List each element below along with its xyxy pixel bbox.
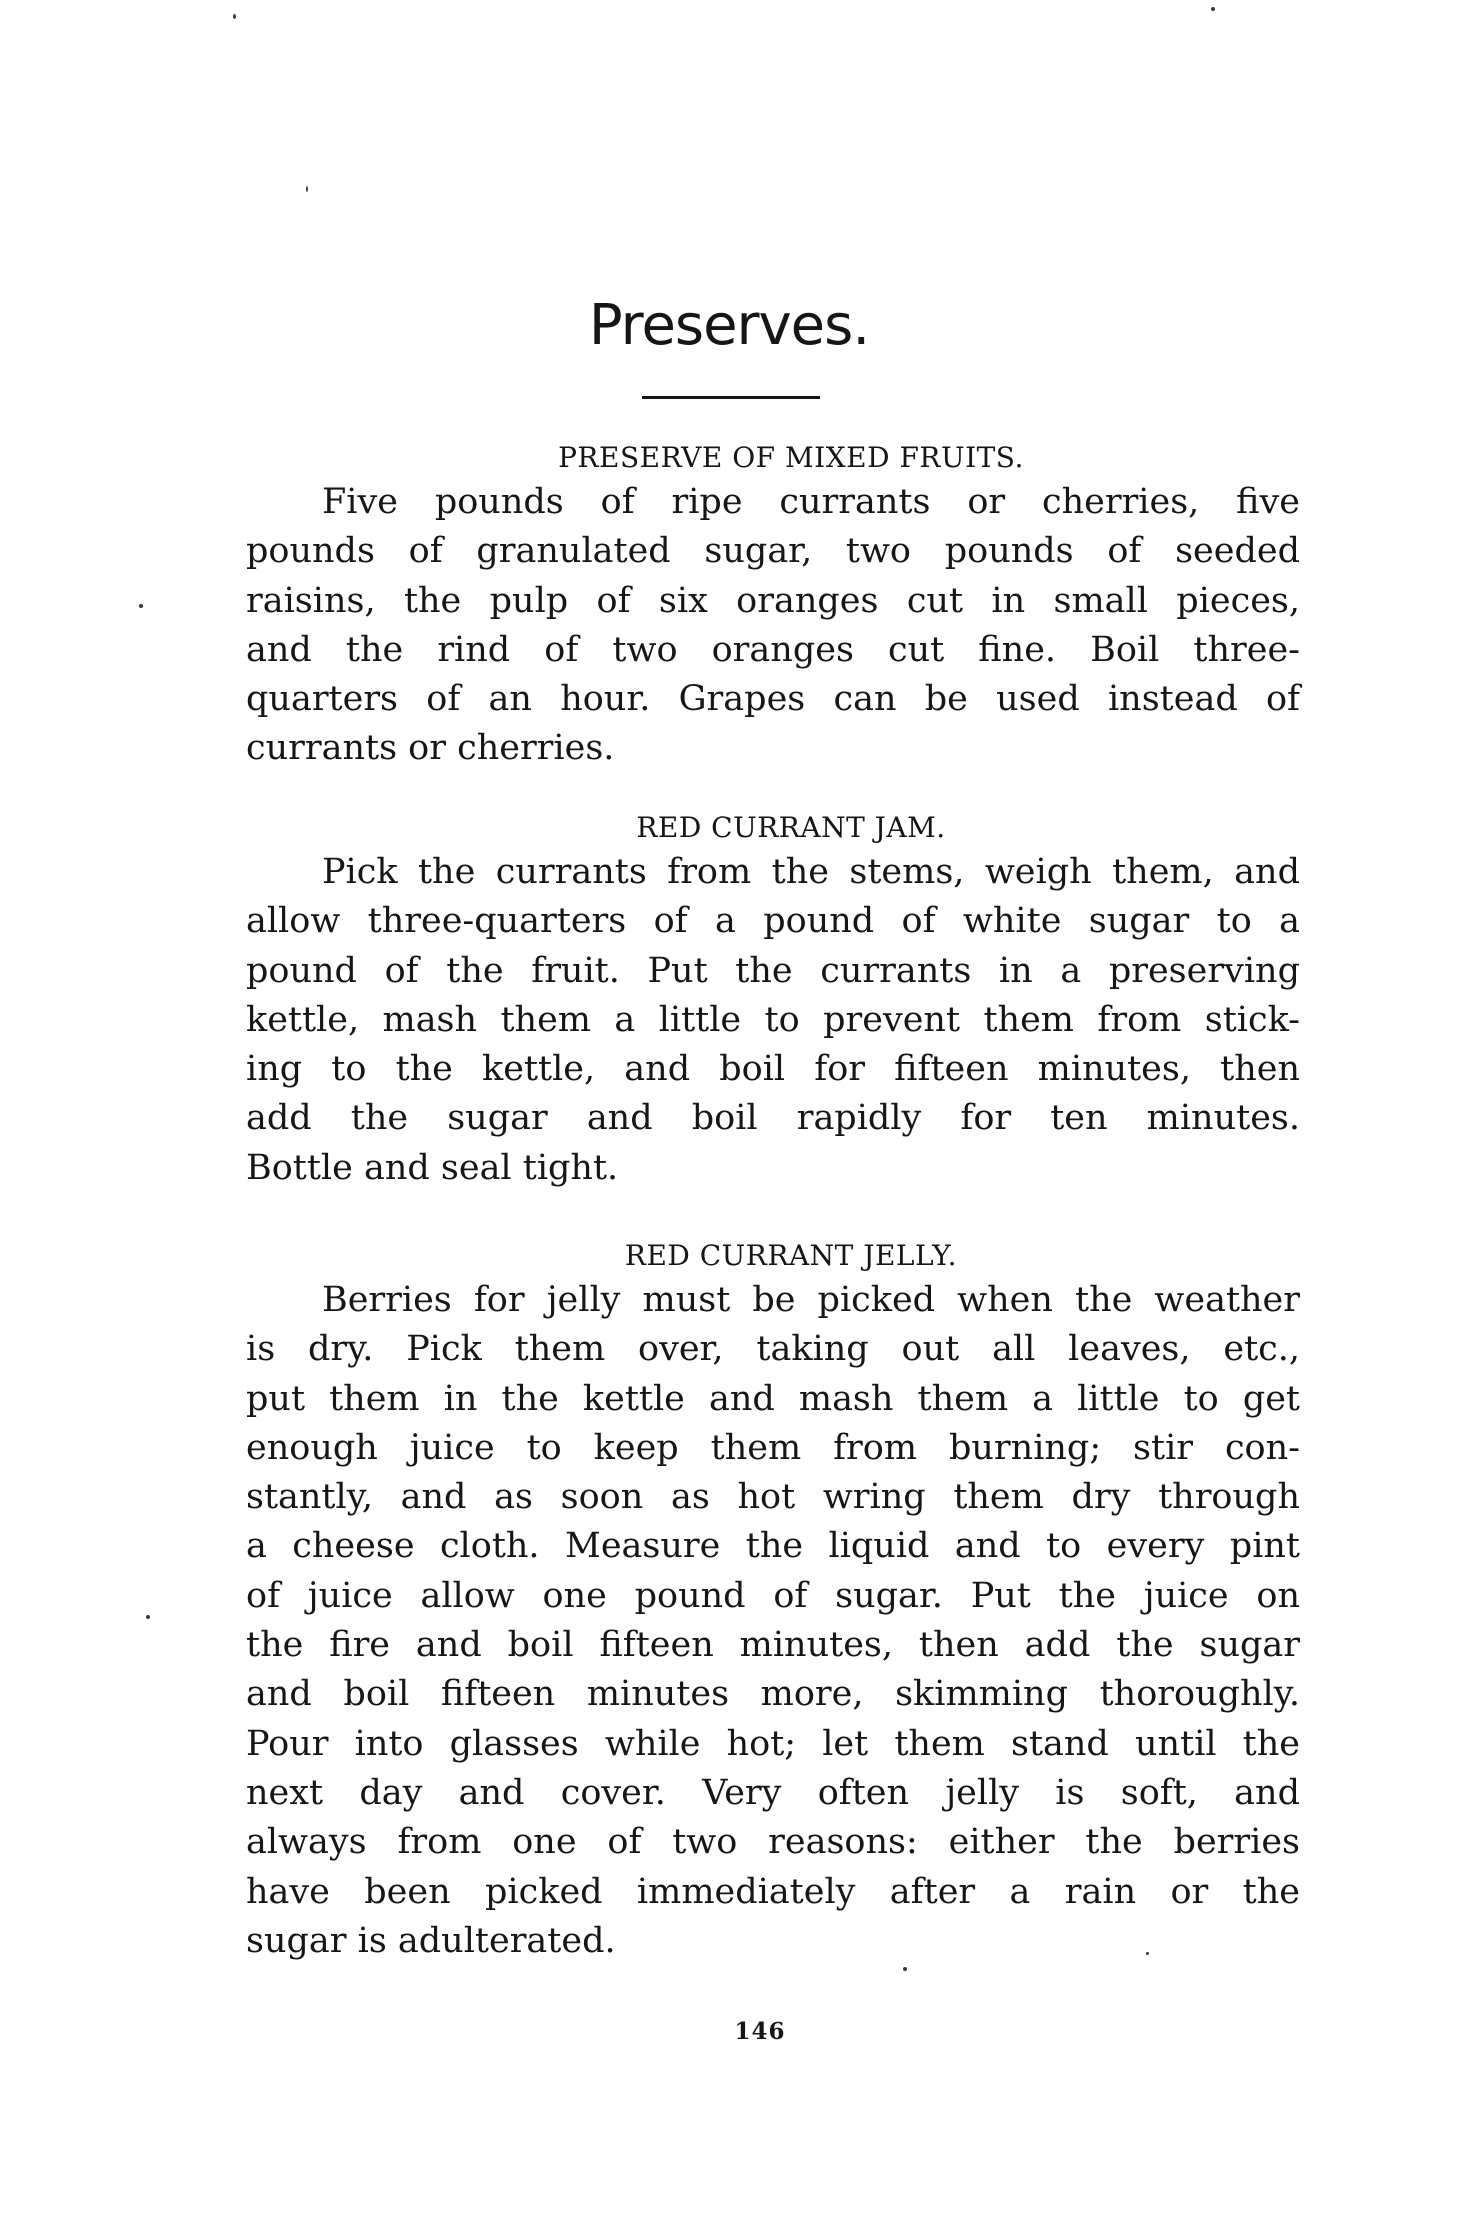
text-line: Berries for jelly must be picked when the weather [322,1280,1300,1320]
text-line: sugar is adulterated. [246,1920,616,1961]
scan-speck [233,14,236,19]
text-line: quarters of an hour. Grapes can be used instead of [246,679,1300,720]
scan-speck [139,604,143,608]
text-line: always from one of two reasons: either the berries [246,1822,1300,1863]
recipe-preserve-of-mixed-fruits [246,438,1300,774]
recipe-red-currant-jelly [246,1236,1300,1966]
recipe-heading: RED CURRANT JELLY. [624,1239,958,1272]
text-line: pound of the fruit. Put the currants in a preserving [246,950,1300,991]
text-line: next day and cover. Very often jelly is soft, and [246,1772,1300,1813]
recipe-body [246,848,1300,1193]
text-line: and boil fifteen minutes more, skimming thoroughly. [246,1674,1300,1715]
recipe-red-currant-jam [246,808,1300,1193]
page-number: 146 [734,2018,786,2045]
scan-speck [903,1967,907,1971]
text-line: Pour into glasses while hot; let them stand until the [246,1723,1300,1764]
recipe-heading: RED CURRANT JAM. [636,811,946,844]
text-line: ing to the kettle, and boil for fifteen minutes, then [246,1049,1300,1090]
scan-speck [146,1615,150,1619]
scan-speck [306,186,308,192]
recipe-body [246,478,1300,774]
text-line: pounds of granulated sugar, two pounds of seeded [246,531,1300,572]
text-line: have been picked immediately after a rain or the [246,1871,1300,1912]
text-line: put them in the kettle and mash them a little to get [246,1378,1300,1419]
text-line: the fire and boil fifteen minutes, then add the sugar [246,1625,1300,1666]
text-line: a cheese cloth. Measure the liquid and to every pint [246,1526,1300,1567]
text-line: stantly, and as soon as hot wring them dry through [246,1477,1300,1518]
text-line: Pick the currants from the stems, weigh them, and [322,852,1300,892]
text-line: is dry. Pick them over, taking out all leaves, etc., [246,1329,1300,1370]
title-rule [642,396,820,399]
text-line: Bottle and seal tight. [246,1147,619,1188]
text-line: kettle, mash them a little to prevent them from stick- [246,999,1300,1040]
recipe-heading: PRESERVE OF MIXED FRUITS. [558,441,1024,474]
scan-speck [1211,7,1215,11]
chapter-title: Preserves. [588,293,870,358]
recipe-body [246,1276,1300,1966]
text-line: enough juice to keep them from burning; stir con- [246,1427,1300,1468]
text-line: and the rind of two oranges cut fine. Boil three- [246,629,1300,670]
text-line: add the sugar and boil rapidly for ten minutes. [246,1098,1300,1139]
text-line: allow three-quarters of a pound of white sugar to a [246,901,1300,942]
text-line: Five pounds of ripe currants or cherries, five [322,482,1300,522]
text-line: raisins, the pulp of six oranges cut in small pieces, [246,580,1300,621]
text-line: of juice allow one pound of sugar. Put the juice on [246,1575,1300,1616]
text-line: currants or cherries. [246,728,615,769]
